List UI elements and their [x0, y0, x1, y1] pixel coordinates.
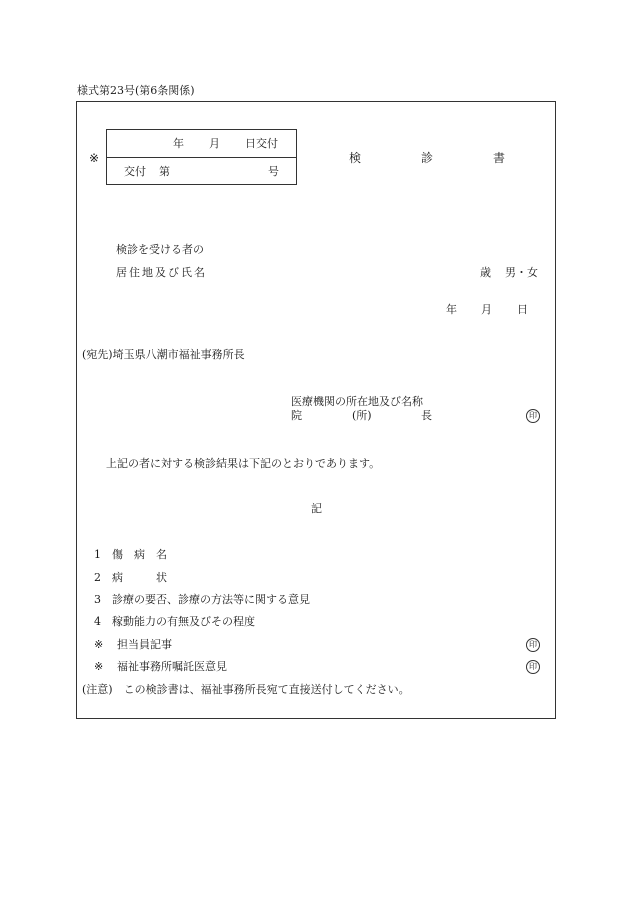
statement: 上記の者に対する検診結果は下記のとおりであります。 — [106, 457, 381, 470]
subject-sex: 男・女 — [505, 266, 538, 279]
issue-number-prefix: 第 — [159, 165, 170, 178]
institution-director: 長 — [421, 409, 432, 422]
staff-note-label: 担当員記事 — [117, 638, 172, 651]
item-3-label: 診療の要否、診療の方法等に関する意見 — [112, 593, 310, 606]
item-1-number: 1 — [94, 548, 101, 561]
item-3-number: 3 — [94, 593, 101, 606]
issue-box-divider — [107, 157, 296, 158]
document-title-char-1: 検 — [349, 151, 362, 165]
notice: (注意) この検診書は、福祉事務所長宛て直接送付してください。 — [82, 683, 410, 696]
institution-hospital: 院 — [291, 409, 302, 422]
institution-clinic: (所) — [352, 409, 372, 422]
doctor-note-mark: ※ — [94, 660, 104, 673]
institution-seal-icon: 印 — [526, 409, 540, 423]
document-title-char-3: 書 — [493, 151, 506, 165]
doctor-note-seal-icon: 印 — [526, 660, 540, 674]
issue-label: 交付 — [124, 165, 146, 178]
institution-label: 医療機関の所在地及び名称 — [291, 395, 423, 408]
doctor-note-label: 福祉事務所嘱託医意見 — [117, 660, 227, 673]
item-2-number: 2 — [94, 571, 101, 584]
issue-year: 年 — [173, 137, 184, 150]
subject-age: 歳 — [480, 266, 491, 279]
staff-note-seal-icon: 印 — [526, 638, 540, 652]
issue-day-issued: 日交付 — [245, 137, 278, 150]
item-4-label: 稼動能力の有無及びその程度 — [112, 615, 255, 628]
date-day: 日 — [517, 303, 528, 316]
issue-asterisk: ※ — [89, 151, 100, 165]
ki-heading: 記 — [311, 502, 322, 515]
document-title-char-2: 診 — [421, 151, 434, 165]
addressee: (宛先)埼玉県八潮市福祉事務所長 — [82, 348, 245, 361]
issue-month: 月 — [209, 137, 220, 150]
issue-number-suffix: 号 — [268, 165, 279, 178]
item-4-number: 4 — [94, 615, 101, 628]
staff-note-mark: ※ — [94, 638, 104, 651]
subject-label-line2: 居住地及び氏名 — [116, 266, 207, 279]
item-2-label: 病 状 — [112, 571, 167, 584]
form-number: 様式第23号(第6条関係) — [77, 84, 195, 97]
date-year: 年 — [446, 303, 457, 316]
item-1-label: 傷 病 名 — [112, 548, 167, 561]
date-month: 月 — [481, 303, 492, 316]
subject-label-line1: 検診を受ける者の — [116, 243, 204, 256]
